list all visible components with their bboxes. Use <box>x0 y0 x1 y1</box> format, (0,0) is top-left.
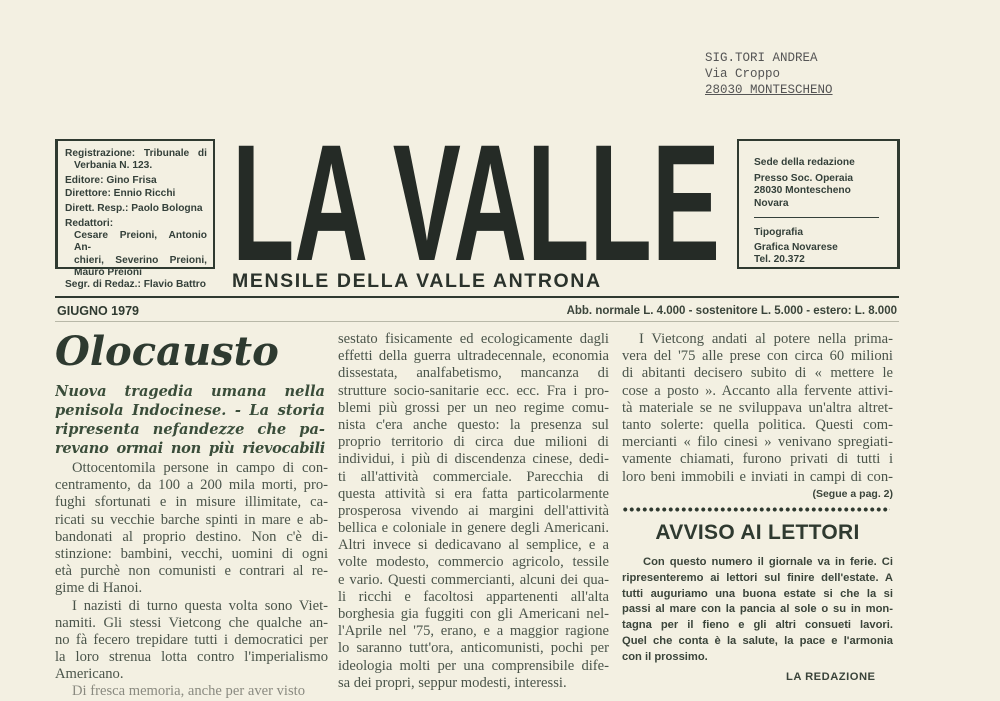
text-line: ideologia molti per una comprensibile dife- <box>338 657 609 674</box>
article-headline: Olocausto <box>55 328 279 375</box>
office-line: Novara <box>754 197 789 209</box>
editor-names: Mauro Preioni <box>74 266 142 278</box>
masthead-subtitle: MENSILE DELLA VALLE ANTRONA <box>232 270 602 292</box>
text-line: la loro strenua lotta contro l'imperialismo <box>55 649 328 666</box>
text-line: I Vietcong andati al potere nella prima- <box>639 331 893 347</box>
subheadline-line: Nuova tragedia umana nella <box>55 383 325 400</box>
editor: Editore: Gino Frisa <box>65 175 157 187</box>
director: Direttore: Ennio Ricchi <box>65 187 176 199</box>
text-line: ti all'attività commerciale. Parecchia di <box>338 468 609 485</box>
text-line: età purchè non comunisti e contrari al re- <box>55 563 328 580</box>
subheadline-line: penisola Indocinese. - La storia <box>55 402 325 419</box>
text-line: fughi sfortunati e in misure illimitate, ca- <box>55 494 328 511</box>
text-line: questa attività si era fatta particolarmente <box>338 485 609 502</box>
printer-line: Tipografia <box>754 226 804 238</box>
text-line: l'Aprile nel '75, erano, e a maggior ragione <box>338 623 609 640</box>
text-line: vamente chiamati, furono privati di tutti i <box>622 451 893 468</box>
notice-line: Quel che conta è la salute, la pace e l'armonia <box>622 634 893 647</box>
text-line: loro beni immobili e inviati in campi di con- <box>622 468 893 485</box>
masthead-title <box>228 126 728 268</box>
text-line: sa dei propri, seppur modesti, interessi. <box>338 674 567 691</box>
text-line: prosperosa vivendo ai margini dell'attività <box>338 502 609 519</box>
address-line: SIG.TORI ANDREA <box>705 51 818 65</box>
printer-line: Tel. 20.372 <box>754 254 805 266</box>
notice-line: tutti auguriamo una buona estate si che la si <box>622 587 893 600</box>
text-line: centramento, da 100 a 200 mila morti, pro- <box>55 477 328 494</box>
text-line: I nazisti di turno questa volta sono Viet- <box>72 597 328 614</box>
subscription-prices: Abb. normale L. 4.000 - sostenitore L. 5.000 - estero: L. 8.000 <box>566 305 897 317</box>
registration: Registrazione: Tribunale di <box>65 148 207 159</box>
text-line: li ricchi e facoltosi appartenenti all'alta <box>338 588 609 605</box>
text-line: Altri invece si dedicavano al semplice, e a <box>338 537 609 554</box>
notice-line: tagna per il fieno e gli altri consueti lavori. <box>622 619 893 632</box>
text-line: cose a posto ». Accanto alla fervente attivi- <box>622 382 893 399</box>
editor-names: chieri, Severino Preioni, <box>74 254 207 266</box>
text-line: bandonati al proprio destino. Non c'è di- <box>55 528 328 545</box>
text-line: e vario. Questi commercianti, alcuni dei qua- <box>338 571 609 588</box>
text-line: Americano. <box>55 666 124 683</box>
responsible-director: Dirett. Resp.: Paolo Bologna <box>65 202 203 214</box>
text-line: namiti. Gli stessi Vietcong che qualche an- <box>55 614 328 631</box>
date-rule <box>55 321 899 322</box>
text-line: lo saranno tutt'ora, anticomunisti, pochi per <box>338 640 609 657</box>
notice-line: Con questo numero il giornale va in ferie. Ci <box>643 556 893 568</box>
text-line: tanto solerte: quella politica. Questi com- <box>622 416 893 433</box>
text-line: dissestata, analfabetismo, mancanza di <box>338 365 609 382</box>
text-line: proprio territorio di circa due milioni di <box>338 434 609 451</box>
divider <box>754 217 879 218</box>
masthead-title-text: LA VALLE <box>232 126 720 268</box>
text-line: effetti della guerra ultradecennale, economia <box>338 348 609 365</box>
article-subheadline <box>55 382 325 458</box>
text-line: tà materiale se ne sviluppava un'altra altret- <box>622 399 893 416</box>
secretary: Segr. di Redaz.: Flavio Battro <box>65 279 206 291</box>
address-line: Via Croppo <box>705 67 781 81</box>
text-line: ricati su vecchie barche spinti in mare e ab- <box>55 511 328 528</box>
printer-line: Grafica Novarese <box>754 242 838 254</box>
text-line: sestato fisicamente ed ecologicamente dagli <box>338 331 609 347</box>
editor-names: Cesare Preioni, Antonio An- <box>74 230 207 254</box>
text-line: Di fresca memoria, anche per aver visto <box>72 683 305 700</box>
text-line: no fà fecero trepidare tutti i democratici per <box>55 631 328 648</box>
office-line: 28030 Montescheno <box>754 185 851 197</box>
office-line: Presso Soc. Operaia <box>754 173 854 185</box>
text-line: gime di Hanoi. <box>55 580 143 597</box>
text-line: vera del '75 alle prese con circa 60 milioni <box>622 348 893 365</box>
notice-body <box>622 555 893 666</box>
registration: Verbania N. 123. <box>74 160 153 172</box>
article-column-1 <box>55 460 328 701</box>
text-line: volte modesto, commercio agricolo, tessile <box>338 554 609 571</box>
address-line: 28030 MONTESCHENO <box>705 83 833 97</box>
text-line: blemi più grossi per un neo regime comu- <box>338 399 609 416</box>
notice-signature: LA REDAZIONE <box>786 671 876 683</box>
notice-line: con il prossimo. <box>622 650 708 663</box>
issue-date: GIUGNO 1979 <box>57 304 139 318</box>
text-line: stinzione: bambini, vecchi, uomini di ogni <box>55 545 328 562</box>
office-info-box <box>737 139 900 269</box>
masthead-rule <box>55 296 899 298</box>
continued-note: (Segue a pag. 2) <box>812 488 893 500</box>
office-line: Sede della redazione <box>754 157 855 168</box>
article-column-2 <box>338 331 609 692</box>
editors-label: Redattori: <box>65 218 114 230</box>
text-line: Ottocentomila persone in campo di con- <box>72 460 328 476</box>
dotted-divider <box>622 507 890 512</box>
article-column-3 <box>622 331 893 486</box>
subheadline-line: revano ormai non più rievocabili <box>55 440 325 457</box>
text-line: mercianti « filo cinesi » venivano spregiati- <box>622 434 893 451</box>
notice-title: AVVISO AI LETTORI <box>655 521 860 544</box>
text-line: strutture socio-sanitarie ecc. ecc. Fra i pro- <box>338 382 609 399</box>
text-line: individui, i più di discendenza cinese, dedi- <box>338 451 609 468</box>
subheadline-line: ripresenta nefandezze che pa- <box>55 421 325 438</box>
notice-line: passi al mare con la pancia al sole o su in mon- <box>622 603 893 616</box>
text-line: nista c'era anche questo: la presenza sul <box>338 416 609 433</box>
text-line: bellica e coloniale in genere degli Americani. <box>338 520 609 537</box>
text-line: borghesia gia fuggiti con gli Americani nel- <box>338 606 609 622</box>
text-line: di abitanti decisero subito di « mettere le <box>622 365 893 382</box>
notice-line: ripresenteremo ai lettori sul finire dell'estate. A <box>622 571 893 584</box>
publication-info-box <box>55 139 215 291</box>
address-label <box>705 50 833 98</box>
